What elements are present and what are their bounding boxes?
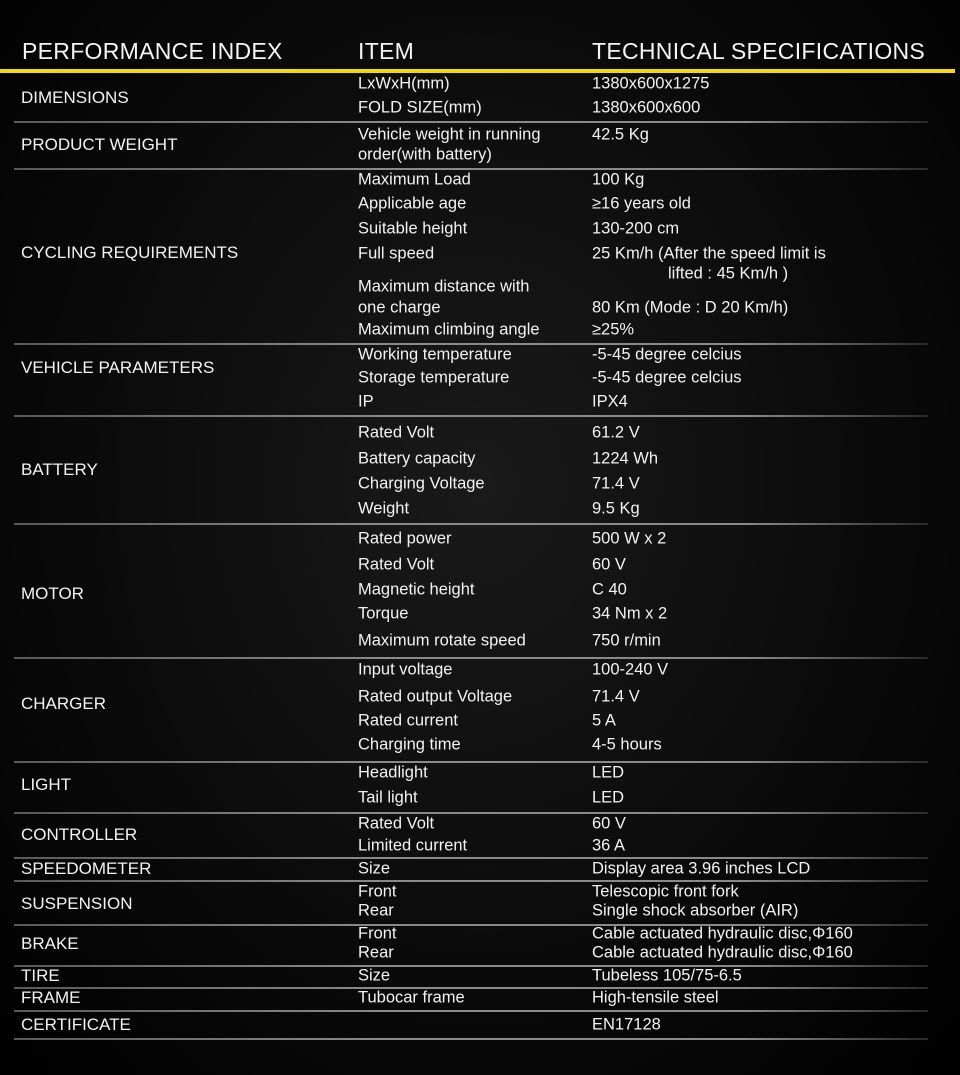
spec-item-label: Rated Volt (358, 423, 435, 442)
header-item: ITEM (358, 38, 415, 64)
section-title-charger: CHARGER (21, 694, 107, 713)
spec-value: 36 A (592, 836, 626, 855)
spec-value: ≥25% (592, 320, 635, 339)
spec-item-label: FOLD SIZE(mm) (358, 98, 482, 117)
spec-value: 100 Kg (592, 170, 645, 189)
section-divider (14, 1038, 928, 1040)
section-title-battery: BATTERY (21, 460, 98, 479)
spec-value: 4-5 hours (592, 735, 662, 754)
spec-value: -5-45 degree celcius (592, 368, 742, 387)
spec-item-label: IP (358, 392, 374, 411)
spec-value: 71.4 V (592, 474, 640, 493)
spec-item-label: Torque (358, 604, 409, 623)
section-title-product-weight: PRODUCT WEIGHT (21, 135, 178, 154)
spec-value: 130-200 cm (592, 219, 680, 238)
spec-value: 71.4 V (592, 687, 640, 706)
spec-item-label: Maximum distance with (358, 277, 530, 296)
section-title-motor: MOTOR (21, 584, 84, 603)
spec-value: Telescopic front fork (592, 882, 739, 901)
spec-item-label: Full speed (358, 244, 435, 263)
spec-value: 61.2 V (592, 423, 640, 442)
header-performance-index: PERFORMANCE INDEX (22, 38, 283, 64)
spec-value: 1380x600x600 (592, 98, 701, 117)
spec-item-label: Maximum climbing angle (358, 320, 540, 339)
spec-item-label: Rated Volt (358, 555, 435, 574)
spec-item-label: Rated power (358, 529, 452, 548)
spec-value: 9.5 Kg (592, 499, 640, 518)
spec-value: ≥16 years old (592, 194, 691, 213)
section-divider (14, 987, 928, 989)
spec-value: 60 V (592, 555, 626, 574)
header-technical-specifications: TECHNICAL SPECIFICATIONS (592, 38, 926, 64)
section-divider (14, 657, 928, 659)
spec-item-label: Input voltage (358, 660, 453, 679)
spec-value: LED (592, 788, 625, 807)
spec-value: C 40 (592, 580, 627, 599)
section-title-speedometer: SPEEDOMETER (21, 859, 152, 878)
spec-value: 100-240 V (592, 660, 669, 679)
spec-value: 500 W x 2 (592, 529, 667, 548)
spec-value: lifted : 45 Km/h ) (668, 264, 789, 283)
section-divider (14, 1010, 928, 1012)
spec-value: 25 Km/h (After the speed limit is (592, 244, 826, 263)
spec-value: 42.5 Kg (592, 125, 649, 144)
section-divider (14, 812, 928, 814)
section-divider (14, 965, 928, 967)
spec-value: Display area 3.96 inches LCD (592, 859, 811, 878)
spec-item-label: order(with battery) (358, 145, 492, 164)
spec-value: 80 Km (Mode : D 20 Km/h) (592, 298, 789, 317)
spec-item-label: Charging time (358, 735, 461, 754)
spec-item-label: Front (358, 882, 397, 901)
section-divider (14, 121, 928, 123)
spec-item-label: Rated current (358, 711, 458, 730)
spec-value: EN17128 (592, 1015, 661, 1034)
spec-item-label: Limited current (358, 836, 468, 855)
spec-value: Cable actuated hydraulic disc,Φ160 (592, 943, 853, 962)
spec-item-label: Rated Volt (358, 814, 435, 833)
spec-item-label: Weight (358, 499, 410, 518)
spec-item-label: Magnetic height (358, 580, 475, 599)
spec-item-label: Suitable height (358, 219, 468, 238)
section-title-brake: BRAKE (21, 934, 79, 953)
spec-item-label: Front (358, 924, 397, 943)
spec-value: -5-45 degree celcius (592, 345, 742, 364)
spec-item-label: Storage temperature (358, 368, 510, 387)
spec-value: Single shock absorber (AIR) (592, 901, 799, 920)
spec-value: Tubeless 105/75-6.5 (592, 966, 742, 985)
section-title-light: LIGHT (21, 775, 72, 794)
spec-value: 750 r/min (592, 631, 661, 650)
section-divider (14, 168, 928, 170)
spec-item-label: Rear (358, 901, 394, 920)
section-title-suspension: SUSPENSION (21, 894, 133, 913)
section-title-dimensions: DIMENSIONS (21, 88, 129, 107)
spec-item-label: Working temperature (358, 345, 512, 364)
spec-value: LED (592, 763, 625, 782)
spec-value: 1380x600x1275 (592, 74, 710, 93)
section-title-tire: TIRE (21, 966, 60, 985)
spec-item-label: Rated output Voltage (358, 687, 513, 706)
spec-item-label: Size (358, 859, 391, 878)
spec-value: 34 Nm x 2 (592, 604, 668, 623)
spec-value: 1224 Wh (592, 449, 659, 468)
spec-item-label: Applicable age (358, 194, 467, 213)
spec-item-label: one charge (358, 298, 441, 317)
spec-item-label: Tubocar frame (358, 988, 465, 1007)
spec-value: High-tensile steel (592, 988, 719, 1007)
spec-item-label: Maximum Load (358, 170, 471, 189)
section-divider (14, 415, 928, 417)
spec-value: 60 V (592, 814, 626, 833)
spec-item-label: Tail light (358, 788, 418, 807)
section-title-cycling-requirements: CYCLING REQUIREMENTS (21, 243, 239, 262)
spec-value: Cable actuated hydraulic disc,Φ160 (592, 924, 853, 943)
spec-item-label: Vehicle weight in running (358, 125, 541, 144)
spec-value: IPX4 (592, 392, 628, 411)
spec-item-label: Rear (358, 943, 394, 962)
section-title-certificate: CERTIFICATE (21, 1015, 131, 1034)
spec-item-label: Size (358, 966, 391, 985)
spec-item-label: Headlight (358, 763, 428, 782)
section-title-controller: CONTROLLER (21, 825, 138, 844)
spec-item-label: LxWxH(mm) (358, 74, 450, 93)
spec-value: 5 A (592, 711, 616, 730)
section-divider (14, 761, 928, 763)
section-divider (14, 523, 928, 525)
section-title-frame: FRAME (21, 988, 81, 1007)
spec-item-label: Charging Voltage (358, 474, 485, 493)
spec-item-label: Maximum rotate speed (358, 631, 526, 650)
section-title-vehicle-parameters: VEHICLE PARAMETERS (21, 358, 215, 377)
spec-item-label: Battery capacity (358, 449, 476, 468)
header-yellow-rule (0, 69, 955, 73)
section-divider (14, 880, 928, 882)
table-header (0, 0, 960, 72)
